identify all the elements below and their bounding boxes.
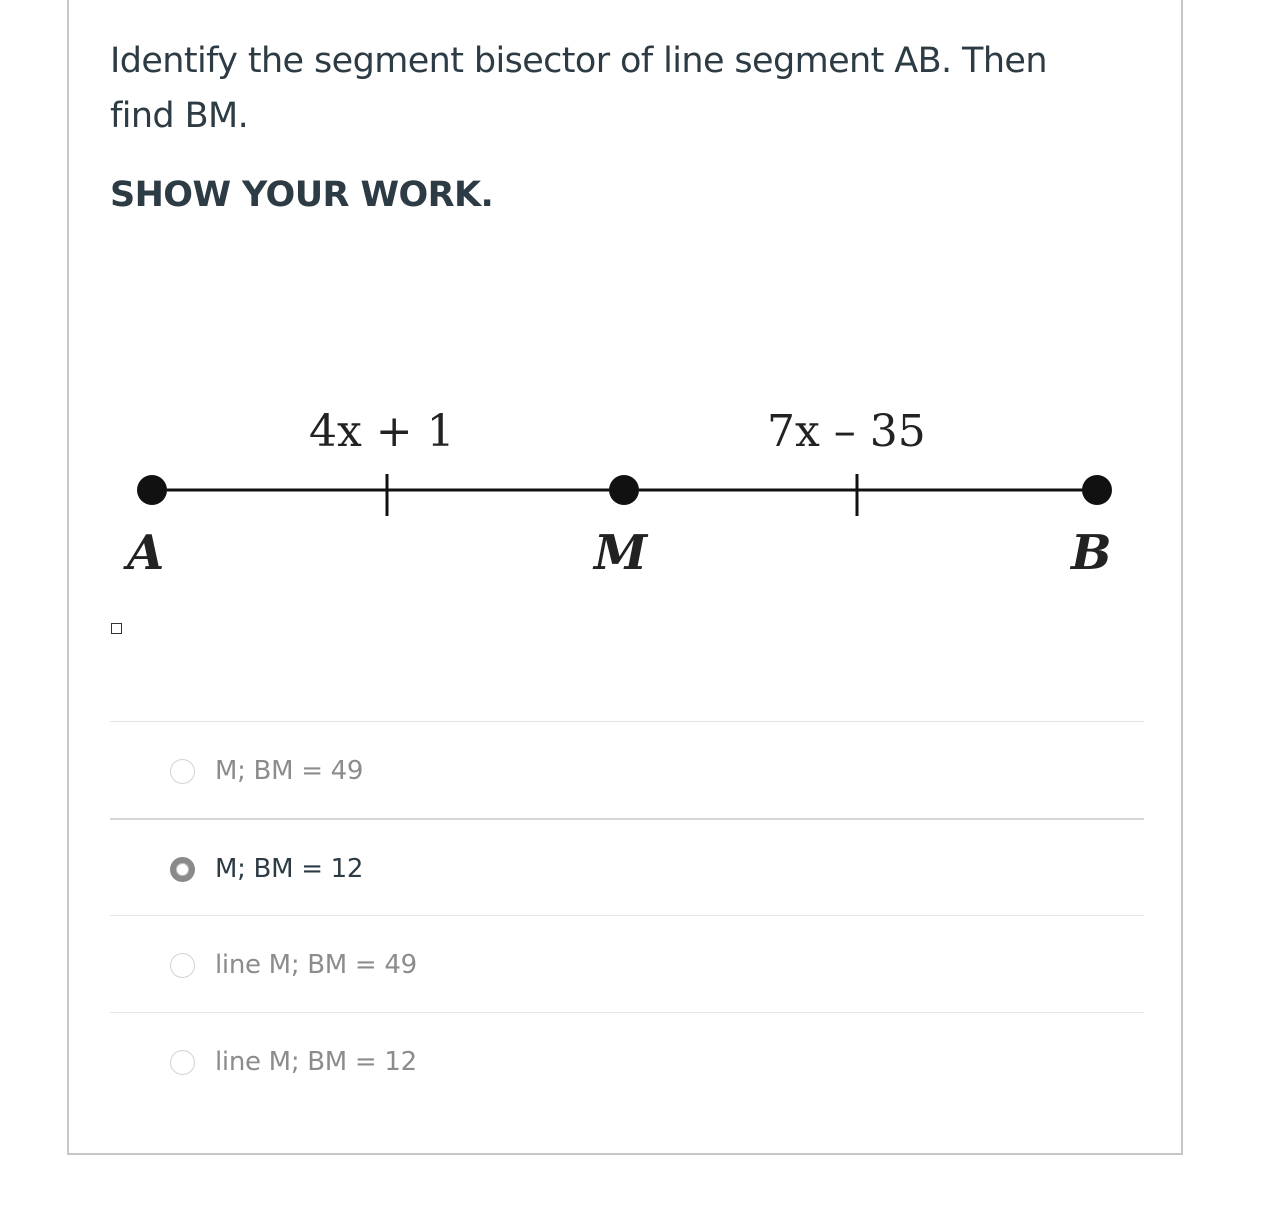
answer-label[interactable]: M; BM = 49 <box>215 756 364 786</box>
point-a-dot <box>137 475 167 505</box>
answer-label[interactable]: line M; BM = 12 <box>215 1047 417 1077</box>
point-m-label: M <box>594 525 648 581</box>
broken-image-icon <box>111 623 122 634</box>
answer-option-3[interactable] <box>110 915 1144 1012</box>
question-card <box>67 0 1183 1155</box>
point-a-label: A <box>127 525 165 581</box>
radio-button-selected[interactable] <box>170 857 195 882</box>
answer-list <box>110 721 1144 1109</box>
right-segment-label: 7x – 35 <box>767 406 926 457</box>
radio-button[interactable] <box>170 1050 195 1075</box>
answer-option-4[interactable] <box>110 1012 1144 1109</box>
left-segment-label: 4x + 1 <box>309 406 455 457</box>
question-prompt: Identify the segment bisector of line segment AB. Then find BM. <box>110 41 1047 136</box>
point-m-dot <box>609 475 639 505</box>
radio-button[interactable] <box>170 759 195 784</box>
point-b-dot <box>1082 475 1112 505</box>
answer-option-1[interactable] <box>110 721 1144 818</box>
point-b-label: B <box>1071 525 1112 581</box>
answer-option-2[interactable] <box>110 818 1144 915</box>
radio-button[interactable] <box>170 953 195 978</box>
segment-diagram <box>69 388 1185 588</box>
show-work-instruction: SHOW YOUR WORK. <box>110 175 494 215</box>
answer-label[interactable]: M; BM = 12 <box>215 854 364 884</box>
answer-label[interactable]: line M; BM = 49 <box>215 950 417 980</box>
